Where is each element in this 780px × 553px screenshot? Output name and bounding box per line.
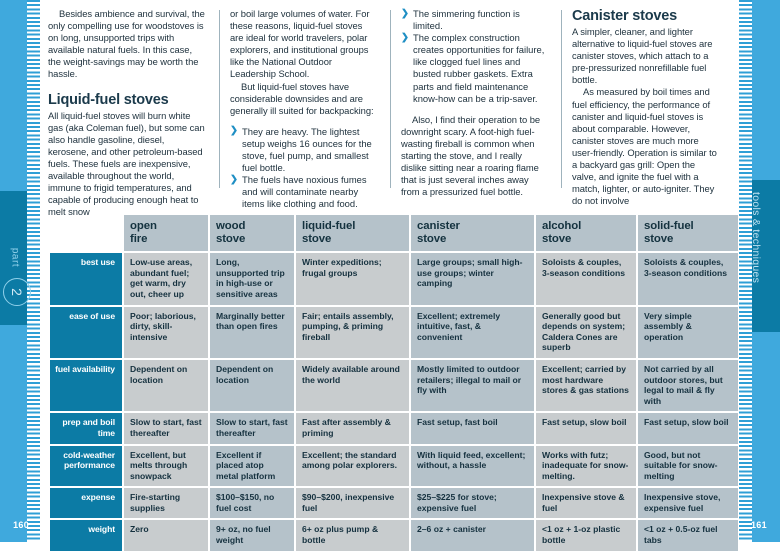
cell-weight-liquid: 6+ oz plus pump & bottle (296, 520, 409, 550)
row-header-weight: weight (50, 520, 122, 550)
page-number-right: 161 (751, 520, 767, 530)
cell-best-use-liquid: Winter expeditions; frugal groups (296, 253, 409, 304)
col1-heading-liquid-fuel-stoves: Liquid-fuel stoves (48, 91, 169, 108)
table-header-row (50, 215, 738, 251)
chevron-right-icon: ❯ (401, 7, 409, 19)
cell-expense-open: Fire-starting supplies (124, 488, 208, 518)
column-header-open-fire-line1: open (130, 220, 157, 232)
cell-expense-solid: Inexpensive stove, expensive fuel (638, 488, 738, 518)
col3-bullet-list (401, 8, 549, 105)
cell-best-use-canister: Large groups; small high-use groups; winter camping (411, 253, 534, 304)
cell-cold-weather-canister: With liquid feed, excellent; without, a hassle (411, 446, 534, 487)
cell-prep-boil-canister: Fast setup, fast boil (411, 413, 534, 443)
col3-spacer (401, 105, 549, 114)
column-header-canister-stove-line1: canister (417, 220, 460, 232)
section-tag-label: tools & techniques (750, 192, 762, 284)
column-header-canister-stove-line2: stove (417, 232, 447, 245)
cell-weight-alcohol: <1 oz + 1-oz plastic bottle (536, 520, 636, 550)
cell-cold-weather-liquid: Excellent; the standard among polar explorers. (296, 446, 409, 487)
column-header-alcohol-stove-line2: stove (542, 232, 572, 245)
article-columns (48, 7, 732, 218)
row-header-prep-and-boil-time: prep and boil time (50, 413, 122, 443)
cell-fuel-availability-solid: Not carried by all outdoor stores, but legal to mail & fly with (638, 360, 738, 411)
column-header-open-fire-line2: fire (130, 232, 148, 245)
cell-best-use-open: Low-use areas, abundant fuel; get warm, dry out, cheer up (124, 253, 208, 304)
cell-ease-of-use-liquid: Fair; entails assembly, pumping, & priming fireball (296, 307, 409, 358)
column-header-solid-fuel-stove (638, 215, 738, 251)
stove-comparison-table (48, 213, 740, 553)
cell-best-use-solid: Soloists & couples, 3-season conditions (638, 253, 738, 304)
cell-best-use-alcohol: Soloists & couples, 3-season conditions (536, 253, 636, 304)
article-column-3 (390, 8, 561, 203)
cell-ease-of-use-open: Poor; laborious, dirty, skill-intensive (124, 307, 208, 358)
col2-bullet-text-1: They are heavy. The lightest setup weighs 16 ounces for the stove, fuel pump, and smallest fuel bottle. (242, 125, 372, 174)
col2-bullet-item-1 (230, 126, 378, 174)
part-number-circle: 2 (3, 278, 31, 306)
table-body (50, 253, 738, 550)
cell-expense-liquid: $90–$200, inexpensive fuel (296, 488, 409, 518)
cell-ease-of-use-solid: Very simple assembly & operation (638, 307, 738, 358)
row-header-expense: expense (50, 488, 122, 518)
table-row (50, 253, 738, 304)
row-header-fuel-availability: fuel availability (50, 360, 122, 411)
column-header-liquid-fuel-stove-line2: stove (302, 232, 332, 245)
cell-cold-weather-solid: Good, but not suitable for snow-melting (638, 446, 738, 487)
cell-best-use-wood: Long, unsupported trip in high-use or sensitive areas (210, 253, 294, 304)
cell-fuel-availability-open: Dependent on location (124, 360, 208, 411)
column-header-open-fire (124, 215, 208, 251)
table-corner-cell (50, 215, 122, 251)
cell-ease-of-use-wood: Marginally better than open fires (210, 307, 294, 358)
chevron-right-icon: ❯ (401, 31, 409, 43)
cell-cold-weather-open: Excellent, but melts through snowpack (124, 446, 208, 487)
table-header (50, 215, 738, 251)
column-header-canister-stove (411, 215, 534, 251)
column-header-solid-fuel-stove-line2: stove (644, 232, 674, 245)
cell-cold-weather-wood: Excellent if placed atop metal platform (210, 446, 294, 487)
col2-bullet-list (230, 126, 378, 211)
cell-expense-alcohol: Inexpensive stove & fuel (536, 488, 636, 518)
row-header-ease-of-use: ease of use (50, 307, 122, 358)
chevron-right-icon: ❯ (230, 173, 238, 185)
article-column-1 (48, 8, 219, 218)
page-number-left: 160 (13, 520, 29, 530)
col3-bullet-item-1 (401, 8, 549, 32)
cell-fuel-availability-alcohol: Excellent; carried by most hardware stores & gas stations (536, 360, 636, 411)
col3-bullet-text-1: The simmering function is limited. (413, 8, 520, 32)
cell-prep-boil-liquid: Fast after assembly & priming (296, 413, 409, 443)
col3-bullet-text-2: The complex construction creates opportunities for failure, like clogged fuel lines and busted rubber gaskets. Extra parts and field maintenance know-how can be a trip-saver. (413, 32, 545, 104)
table-row (50, 307, 738, 358)
article-column-4 (561, 8, 732, 207)
column-header-liquid-fuel-stove (296, 215, 409, 251)
table-row (50, 488, 738, 518)
left-page-edge-decoration (0, 0, 40, 542)
cell-fuel-availability-wood: Dependent on location (210, 360, 294, 411)
col1-paragraph-1: Besides ambience and survival, the only compelling use for woodstoves is on long, unsupported trips with available natural fuels. In this case, the weight-savings may be worth the hassle. (48, 8, 205, 80)
table-row (50, 446, 738, 487)
col2-bullet-text-2: The fuels have noxious fumes and will contaminate nearby items like clothing and food. (242, 174, 367, 210)
cell-expense-wood: $100–$150, no fuel cost (210, 488, 294, 518)
col1-paragraph-2: All liquid-fuel stoves will burn white gas (aka Coleman fuel), but some can also handle gasoline, diesel, kerosene, and other petroleum-based fuels. These fuels are inexpensive, available throughout the world, immune to frigid temperatures, and capable of producing enough heat to melt snow (48, 109, 205, 218)
cell-cold-weather-alcohol: Works with futz; inadequate for snow-melting. (536, 446, 636, 487)
cell-ease-of-use-alcohol: Generally good but depends on system; Caldera Cones are superb (536, 307, 636, 358)
column-header-solid-fuel-stove-line1: solid-fuel (644, 220, 694, 232)
cell-fuel-availability-liquid: Widely available around the world (296, 360, 409, 411)
column-header-wood-stove (210, 215, 294, 251)
col4-paragraph-1: A simpler, cleaner, and lighter alternative to liquid-fuel stoves are canister stoves, which attach to a pre-pressurized nonrefillable fuel bottle. (572, 26, 713, 86)
cell-expense-canister: $25–$225 for stove; expensive fuel (411, 488, 534, 518)
chevron-right-icon: ❯ (230, 125, 238, 137)
right-page-edge-decoration (738, 0, 780, 542)
cell-weight-solid: <1 oz + 0.5-oz fuel tabs (638, 520, 738, 550)
cell-prep-boil-solid: Fast setup, slow boil (638, 413, 738, 443)
cell-ease-of-use-canister: Excellent; extremely intuitive, fast, & convenient (411, 307, 534, 358)
cell-fuel-availability-canister: Mostly limited to outdoor retailers; illegal to mail or fly with (411, 360, 534, 411)
col2-paragraph-1: or boil large volumes of water. For these reasons, liquid-fuel stoves are ideal for world travelers, polar explorers, and institutional groups like the National Outdoor Leadership School. (230, 8, 370, 80)
part-label: part (9, 247, 21, 268)
col3-paragraph-1: Also, I find their operation to be downright scary. A foot-high fuel-wasting fireball is common when starting the stove, and I really dislike sitting near a roaring flame that is just several inches away from a pressurized fuel bottle. (401, 113, 541, 198)
column-header-alcohol-stove-line1: alcohol (542, 220, 582, 232)
cell-weight-canister: 2–6 oz + canister (411, 520, 534, 550)
cell-weight-open: Zero (124, 520, 208, 550)
col3-bullet-item-2 (401, 32, 549, 105)
column-header-wood-stove-line2: stove (216, 232, 246, 245)
column-header-wood-stove-line1: wood (216, 220, 246, 232)
cell-prep-boil-alcohol: Fast setup, slow boil (536, 413, 636, 443)
cell-weight-wood: 9+ oz, no fuel weight (210, 520, 294, 550)
right-edge-band-light-top (750, 0, 780, 180)
column-header-alcohol-stove (536, 215, 636, 251)
col4-heading-canister-stoves: Canister stoves (572, 8, 677, 24)
right-edge-band-light-bottom (750, 332, 780, 542)
table-row (50, 413, 738, 443)
cell-prep-boil-open: Slow to start, fast thereafter (124, 413, 208, 443)
col2-paragraph-2: But liquid-fuel stoves have considerable downsides and are generally ill suited for backpacking: (230, 80, 374, 116)
table-row (50, 520, 738, 550)
col4-paragraph-2: As measured by boil times and fuel efficiency, the performance of canister and liquid-fuel stoves is about comparable. However, canister stoves are much more user-friendly. Operation is similar to a backyard gas grill: Open the valve, and ignite the fuel with a match, lighter, or auto-igniter. They do not involve (572, 86, 717, 207)
part-badge (0, 246, 31, 316)
col2-bullet-item-2 (230, 174, 378, 210)
article-column-2 (219, 8, 390, 210)
row-header-cold-weather-performance: cold-weather performance (50, 446, 122, 487)
row-header-best-use: best use (50, 253, 122, 304)
cell-prep-boil-wood: Slow to start, fast thereafter (210, 413, 294, 443)
table-row (50, 360, 738, 411)
column-header-liquid-fuel-stove-line1: liquid-fuel (302, 220, 356, 232)
